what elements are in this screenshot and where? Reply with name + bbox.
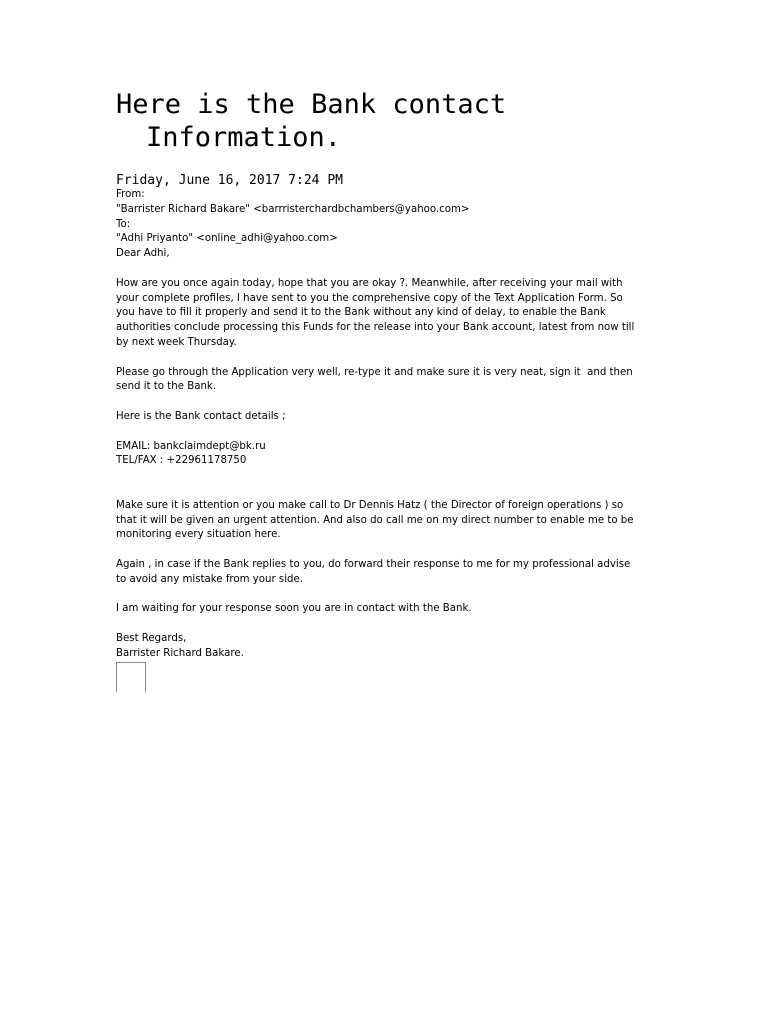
paragraph-2-line: Please go through the Application very well, re-type it and make sure it is very neat, sign it and then bbox=[116, 366, 633, 378]
closing: Best Regards, bbox=[116, 632, 187, 644]
spacer bbox=[116, 543, 656, 558]
spacer bbox=[116, 588, 656, 603]
page-title bbox=[116, 88, 676, 154]
spacer bbox=[116, 425, 656, 440]
paragraph-2-line: send it to the Bank. bbox=[116, 381, 217, 393]
paragraph-1-line: by next week Thursday. bbox=[116, 336, 237, 348]
to-label: To: bbox=[116, 218, 131, 230]
email-line: EMAIL: bankclaimdept@bk.ru bbox=[116, 440, 266, 452]
paragraph-5-line: Again , in case if the Bank replies to you, do forward their response to me for my professional advise bbox=[116, 558, 631, 570]
paragraph-1-line: you have to fill it properly and send it to the Bank without any kind of delay, to enable the Bank bbox=[116, 307, 606, 319]
title-line-2: Information. bbox=[146, 122, 342, 153]
spacer bbox=[116, 262, 656, 277]
paragraph-5-line: to avoid any mistake from your side. bbox=[116, 573, 304, 585]
paragraph-6: I am waiting for your response soon you are in contact with the Bank. bbox=[116, 603, 472, 615]
paragraph-1-line: authorities conclude processing this Funds for the release into your Bank account, latest from now till bbox=[116, 322, 635, 334]
email-body bbox=[116, 188, 656, 662]
title-line-1: Here is the Bank contact bbox=[116, 89, 507, 120]
paragraph-1-line: How are you once again today, hope that you are okay ?. Meanwhile, after receiving your mail with bbox=[116, 277, 623, 289]
from-value: "Barrister Richard Bakare" <barrristerchardbchambers@yahoo.com> bbox=[116, 203, 470, 215]
spacer bbox=[116, 351, 656, 366]
paragraph-1-line: your complete profiles, I have sent to you the comprehensive copy of the Text Application Form. So bbox=[116, 292, 623, 304]
paragraph-4-line: monitoring every situation here. bbox=[116, 529, 281, 541]
paragraph-4-line: that it will be given an urgent attention. And also do call me on my direct number to enable me to be bbox=[116, 514, 634, 526]
greeting: Dear Adhi, bbox=[116, 248, 170, 260]
tel-line: TEL/FAX : +22961178750 bbox=[116, 455, 247, 467]
email-date: Friday, June 16, 2017 7:24 PM bbox=[116, 173, 343, 188]
paragraph-3: Here is the Bank contact details ; bbox=[116, 410, 286, 422]
from-label: From: bbox=[116, 189, 145, 200]
image-placeholder-icon bbox=[116, 662, 146, 692]
paragraph-4-line: Make sure it is attention or you make call to Dr Dennis Hatz ( the Director of foreign operations ) so bbox=[116, 499, 624, 511]
spacer bbox=[116, 469, 656, 484]
signature: Barrister Richard Bakare. bbox=[116, 647, 244, 659]
to-value: "Adhi Priyanto" <online_adhi@yahoo.com> bbox=[116, 233, 338, 245]
spacer bbox=[116, 395, 656, 410]
spacer bbox=[116, 617, 656, 632]
spacer bbox=[116, 484, 656, 499]
